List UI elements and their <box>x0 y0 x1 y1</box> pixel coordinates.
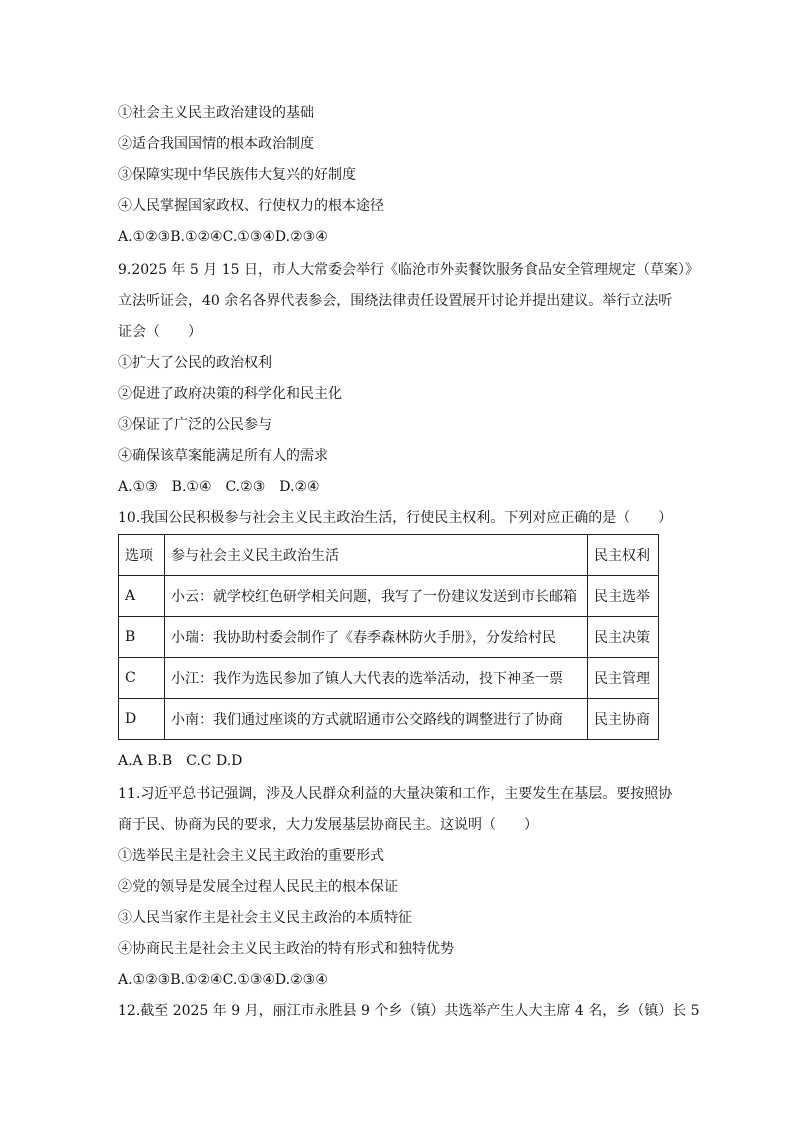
table-cell-option: B <box>119 617 165 658</box>
table-cell-right: 民主决策 <box>588 617 659 658</box>
q10-table <box>118 534 659 740</box>
table-cell-right: 民主管理 <box>588 658 659 699</box>
q12-stem-line-1: 12.截至 2025 年 9 月，丽江市永胜县 9 个乡（镇）共选举产生人大主席 4 名，乡（镇）长 5 <box>118 1003 700 1019</box>
q8-option-4: ④人民掌握国家政权、行使权力的根本途径 <box>118 198 384 214</box>
table-cell-right: 民主选举 <box>588 576 659 617</box>
q9-option-1: ①扩大了公民的政治权利 <box>118 355 272 371</box>
q10-stem: 10.我国公民积极参与社会主义民主政治生活，行使民主权利。下列对应正确的是（ ） <box>118 510 673 526</box>
q9-option-3: ③保证了广泛的公民参与 <box>118 417 272 433</box>
table-header-cell: 参与社会主义民主政治生活 <box>165 535 588 576</box>
q9-stem-line-2: 立法听证会，40 余名各界代表参会，围绕法律责任设置展开讨论并提出建议。举行立法听 <box>118 293 673 309</box>
table-cell-right: 民主协商 <box>588 699 659 740</box>
q11-option-3: ③人民当家作主是社会主义民主政治的本质特征 <box>118 910 412 926</box>
q10-answer-choices: A.A B.B C.C D.D <box>118 753 243 769</box>
q9-stem-line-1: 9.2025 年 5 月 15 日，市人大常委会举行《临沧市外卖餐饮服务食品安全管理规定（草案）》 <box>118 262 699 278</box>
table-row <box>119 617 659 658</box>
table-cell-activity: 小江：我作为选民参加了镇人大代表的选举活动，投下神圣一票 <box>165 658 588 699</box>
table-cell-activity: 小南：我们通过座谈的方式就昭通市公交路线的调整进行了协商 <box>165 699 588 740</box>
table-header-cell: 选项 <box>119 535 165 576</box>
table-header-cell: 民主权利 <box>588 535 659 576</box>
q9-answer-choices: A.①③ B.①④ C.②③ D.②④ <box>118 479 320 495</box>
q11-answer-choices: A.①②③B.①②④C.①③④D.②③④ <box>118 972 328 988</box>
q11-option-1: ①选举民主是社会主义民主政治的重要形式 <box>118 848 384 864</box>
table-cell-option: A <box>119 576 165 617</box>
table-cell-option: C <box>119 658 165 699</box>
q9-option-2: ②促进了政府决策的科学化和民主化 <box>118 386 342 402</box>
table-header-row <box>119 535 659 576</box>
q11-stem-line-1: 11.习近平总书记强调，涉及人民群众利益的大量决策和工作，主要发生在基层。要按照协 <box>118 786 673 802</box>
table-cell-activity: 小瑞：我协助村委会制作了《春季森林防火手册》，分发给村民 <box>165 617 588 658</box>
table-cell-option: D <box>119 699 165 740</box>
q8-option-3: ③保障实现中华民族伟大复兴的好制度 <box>118 167 356 183</box>
q9-option-4: ④确保该草案能满足所有人的需求 <box>118 448 328 464</box>
table-row <box>119 699 659 740</box>
table-row <box>119 658 659 699</box>
q11-option-2: ②党的领导是发展全过程人民民主的根本保证 <box>118 879 398 895</box>
q11-option-4: ④协商民主是社会主义民主政治的特有形式和独特优势 <box>118 941 454 957</box>
table-row <box>119 576 659 617</box>
q9-stem-line-3: 证会（ ） <box>118 324 202 340</box>
q8-option-1: ①社会主义民主政治建设的基础 <box>118 105 314 121</box>
q8-answer-choices: A.①②③B.①②④C.①③④D.②③④ <box>118 229 328 245</box>
q11-stem-line-2: 商于民、协商为民的要求，大力发展基层协商民主。这说明（ ） <box>118 817 538 833</box>
q8-option-2: ②适合我国国情的根本政治制度 <box>118 136 314 152</box>
table-cell-activity: 小云：就学校红色研学相关问题，我写了一份建议发送到市长邮箱 <box>165 576 588 617</box>
